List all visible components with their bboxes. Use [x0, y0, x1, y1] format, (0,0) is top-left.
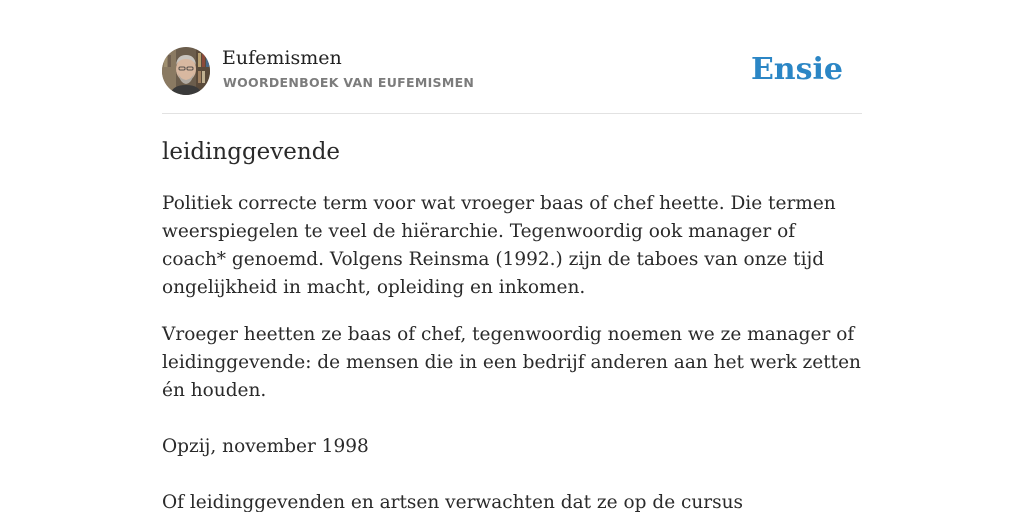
header	[162, 47, 862, 97]
entry-content	[162, 136, 862, 512]
avatar[interactable]	[162, 47, 210, 95]
quote-paragraph-continued: Of leidinggevenden en artsen verwachten dat ze op de cursus	[162, 492, 744, 512]
quote-paragraph: Vroeger heetten ze baas of chef, tegenwoordig noemen we ze manager of leidinggevende: de mensen die in een bedrijf anderen aan het werk zetten én houden.	[162, 324, 861, 401]
entry-title: leidinggevende	[162, 139, 341, 165]
ensie-logo[interactable]: Ensie	[750, 52, 843, 87]
quote-source: Opzij, november 1998	[162, 436, 369, 457]
portrait-photo-icon	[162, 47, 210, 95]
dictionary-subtitle[interactable]: WOORDENBOEK VAN EUFEMISMEN	[223, 75, 475, 90]
definition-paragraph: Politiek correcte term voor wat vroeger baas of chef heette. Die termen weerspiegelen te veel de hiërarchie. Tegenwoordig ook manager of coach* genoemd. Volgens Reinsma (1992.) zijn de taboes van onze tijd ongelijkheid in macht, opleiding en inkomen.	[162, 193, 836, 298]
header-divider	[162, 113, 862, 114]
author-name[interactable]: Eufemismen	[222, 47, 342, 69]
